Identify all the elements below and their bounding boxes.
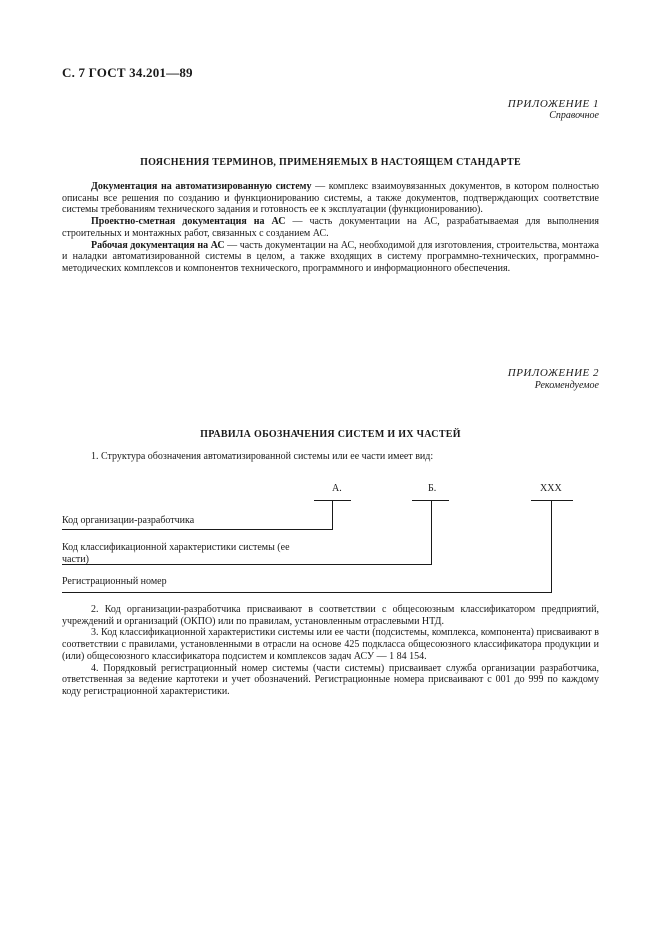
label-line-3 — [62, 592, 552, 593]
appendix-2-subtitle: Рекомендуемое — [534, 380, 599, 391]
term-name: Проектно-сметная документация на АС — [91, 216, 286, 228]
appendix-1-subtitle: Справочное — [549, 110, 599, 121]
appendix-2-title: ПРИЛОЖЕНИЕ 2 — [507, 367, 599, 379]
term-paragraph — [62, 181, 599, 216]
letter-a: А. — [332, 483, 342, 494]
appendix-1-title: ПРИЛОЖЕНИЕ 1 — [507, 98, 599, 110]
label-line-1 — [62, 529, 333, 530]
term-paragraph — [62, 216, 599, 239]
connector-a — [332, 500, 333, 530]
terms-block — [62, 181, 599, 275]
rules-block — [62, 604, 599, 698]
rule-paragraph: 3. Код классификационной характеристики системы или ее части (подсистемы, комплекса, компонента) присваивают в соответствии с правилами, установленными в отрасли на основе 425 подкласса общесоюзного классификатора продукции и (или) общесоюзного классификатора подсистем и комплексов задач АСУ — 1 84 154. — [62, 627, 599, 662]
term-name: Документация на автоматизированную систему — [91, 181, 312, 192]
section-1-title: ПОЯСНЕНИЯ ТЕРМИНОВ, ПРИМЕНЯЕМЫХ В НАСТОЯЩЕМ СТАНДАРТЕ — [140, 157, 521, 168]
label-registration-number: Регистрационный номер — [62, 576, 167, 587]
connector-xxx — [551, 500, 552, 593]
term-definition: — часть документации на АС, необходимой для изготовления, строительства, монтажа и наладки автоматизированной системы в целом, а также входящих в систему программно-технических, программно-методических комплексов и компонентов технического, программного и информационного обеспечения. — [62, 239, 599, 274]
section-2-title: ПРАВИЛА ОБОЗНАЧЕНИЯ СИСТЕМ И ИХ ЧАСТЕЙ — [200, 429, 461, 440]
structure-intro — [62, 451, 599, 463]
letter-b: Б. — [428, 483, 437, 494]
term-definition: — часть документации на АС, разрабатываемая для выполнения строительных и монтажных работ, связанных с созданием АС. — [62, 216, 599, 239]
term-name: Рабочая документация на АС — [91, 239, 225, 251]
label-classification-code: Код классификационной характеристики системы (ее части) — [62, 542, 290, 565]
underline-xxx — [531, 500, 573, 501]
term-paragraph — [62, 240, 599, 275]
label-developer-code: Код организации-разработчика — [62, 515, 195, 526]
letter-xxx: ХХХ — [540, 483, 562, 494]
connector-b — [431, 500, 432, 564]
term-definition: — комплекс взаимоувязанных документов, в котором полностью описаны все решения по созданию и функционированию системы, а также документов, подтверждающих соответствие системы требованиям технического задания и готовность ее к эксплуатации (функционированию). — [62, 181, 600, 216]
rule-paragraph: 4. Порядковый регистрационный номер системы (части системы) присваивает служба организации разработчика, ответственная за ведение картотеки и учет обозначений. Регистрационные номера присваивают с 001 до 999 по каждому коду регистрационной характеристики. — [62, 662, 599, 697]
intro-paragraph: 1. Структура обозначения автоматизированной системы или ее части имеет вид: — [91, 451, 434, 462]
page-header: С. 7 ГОСТ 34.201—89 — [62, 65, 193, 80]
rule-paragraph: 2. Код организации-разработчика присваивают в соответствии с общесоюзным классификатором предприятий, учреждений и организаций (ОКПО) или по правилам, установленным отраслевыми НТД. — [62, 604, 599, 627]
